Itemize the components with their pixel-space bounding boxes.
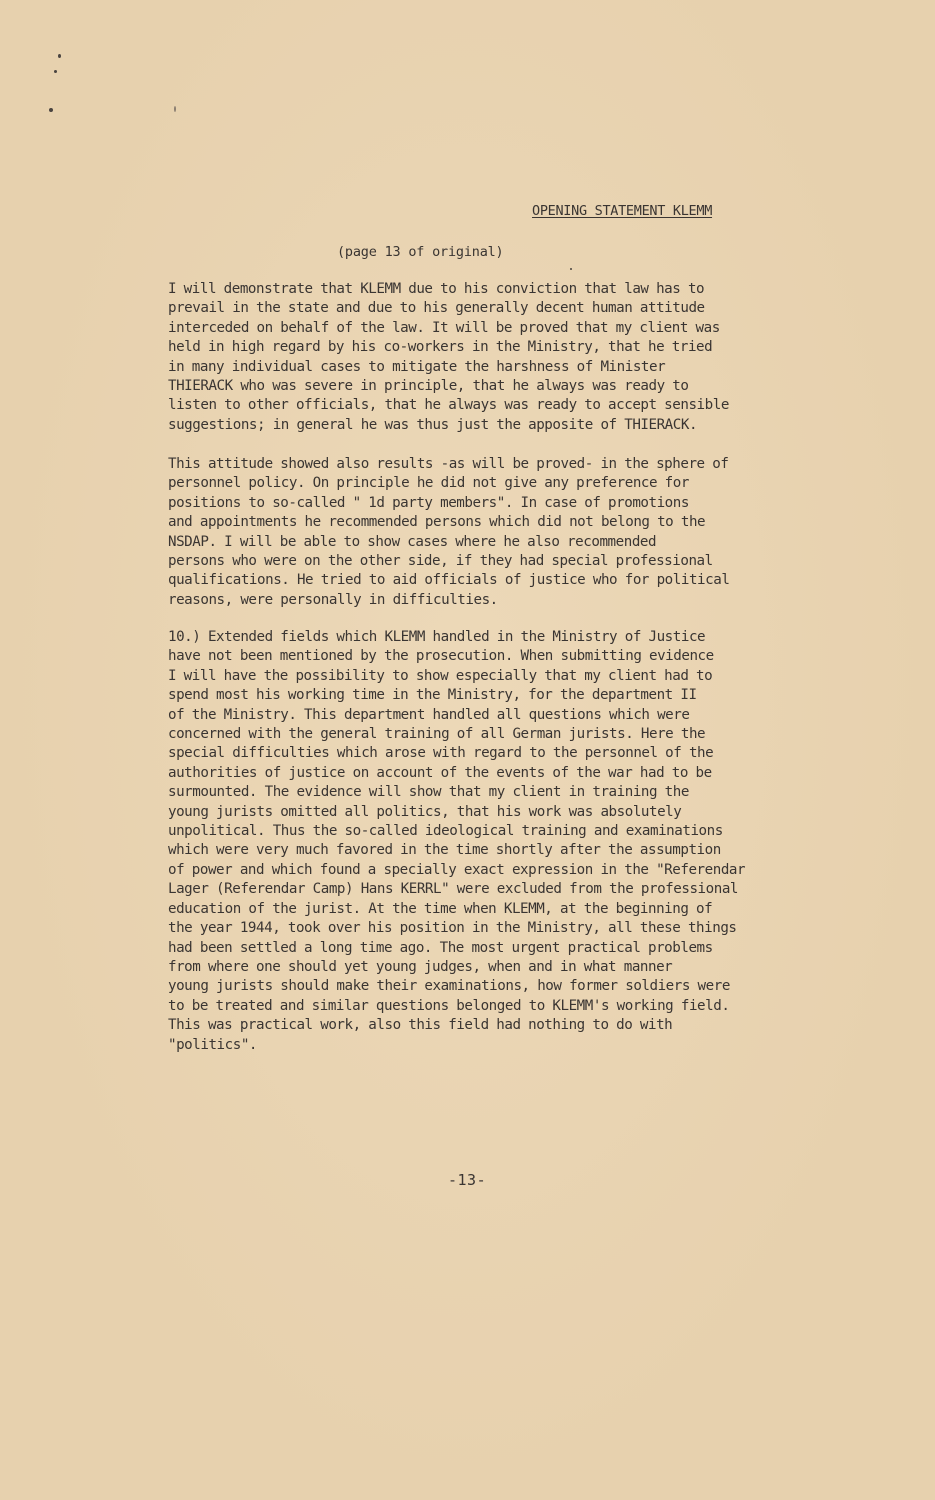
paragraph-3: 10.) Extended fields which KLEMM handled in the Ministry of Justice have not been mentioned by the prosecution. When submitting evidence I will have the possibility to show especially that my client had to spend most his working time in the Ministry, for the department II of the Ministry. This department handled all questions which were concerned with the general training of all German jurists. Here the special difficulties which arose with regard to the personnel of the authorities of justice on account of the events of the war had to be surmounted. The evidence will show that my client in training the young jurists omitted all politics, that his work was absolutely unpolitical. Thus the so-called ideological training and examinations which were very much favored in the time shortly after the assumption of power and which found a specially exact expression in the "Referendar Lager (Referendar Camp) Hans KERRL" were excluded from the professional education of the jurist. At the time when KLEMM, at the beginning of the year 1944, took over his position in the Ministry, all these things had been settled a long time ago. The most urgent practical problems from where one should yet young judges, when and in what manner young jurists should make their examinations, how former soldiers were to be treated and similar questions belonged to KLEMM's working field. This was practical work, also this field had nothing to do with "politics".: [168, 629, 746, 1053]
page-number: -13-: [448, 1171, 487, 1189]
margin-mark: [49, 108, 53, 112]
paragraph-2: This attitude showed also results -as will be proved- in the sphere of personnel policy. On principle he did not give any preference for positions to so-called " 1d party members". In case of promotions and appointments he recommended persons which did not belong to the NSDAP. I will be able to show cases where he also recommended persons who were on the other side, if they had special professional qualifications. He tried to aid officials of justice who for political reasons, were personally in difficulties.: [168, 456, 730, 608]
paragraph-1: I will demonstrate that KLEMM due to his conviction that law has to prevail in the state and due to his generally decent human attitude interceded on behalf of the law. It will be proved that my client was held in high regard by his co-workers in the Ministry, that he tried in many individual cases to mitigate the harshness of Minister THIERACK who was severe in principle, that he always was ready to listen to other officials, that he always was ready to accept sensible suggestions; in general he was thus just the apposite of THIERACK.: [168, 281, 729, 433]
margin-mark: [174, 106, 176, 112]
margin-mark: [570, 268, 572, 270]
margin-mark: [54, 70, 57, 73]
document-title: OPENING STATEMENT KLEMM: [532, 203, 713, 219]
page-reference: (page 13 of original): [337, 244, 504, 260]
margin-mark: [58, 54, 61, 58]
